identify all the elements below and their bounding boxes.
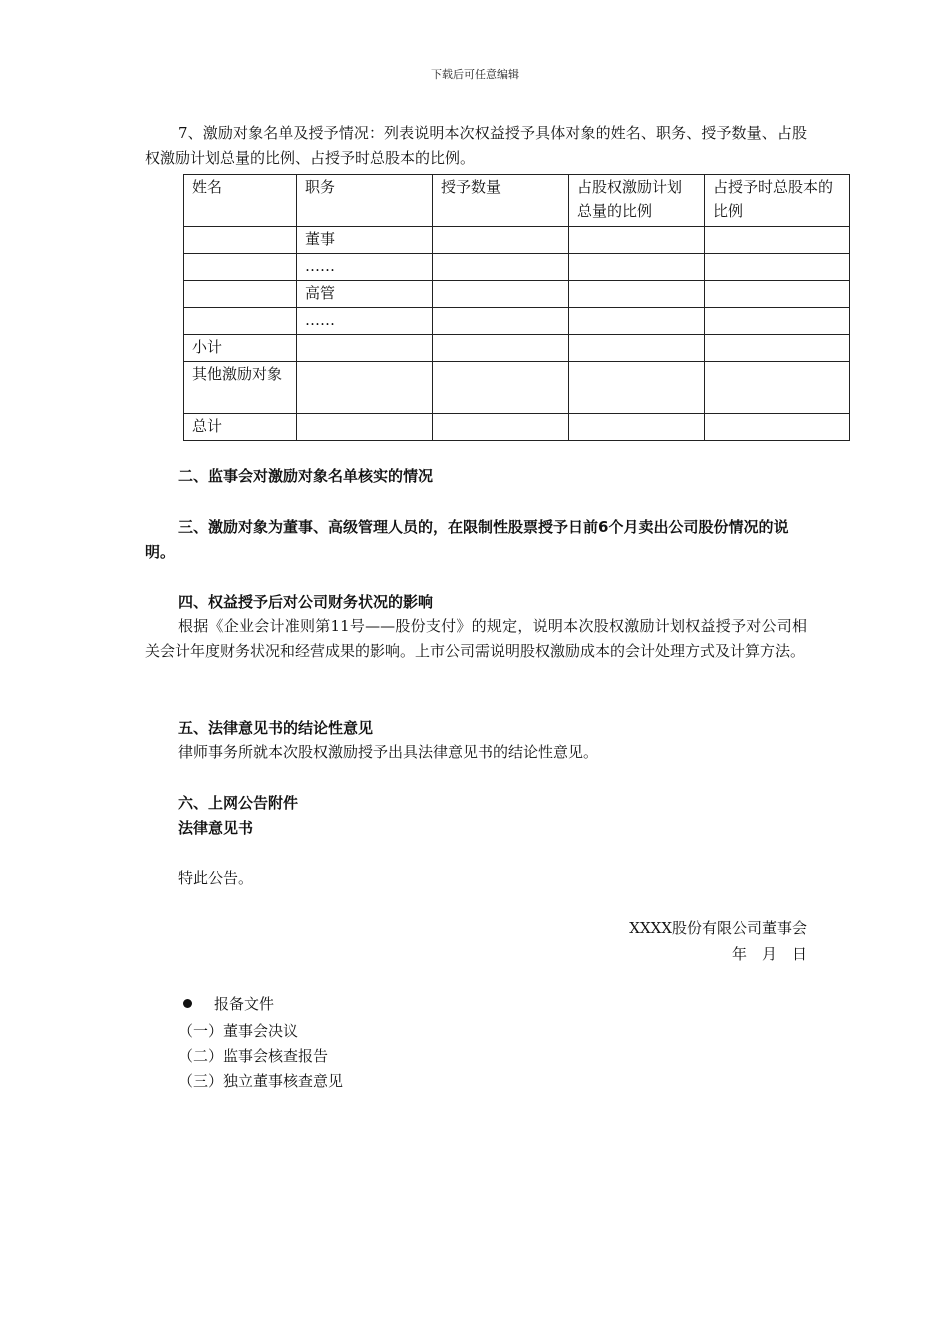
table-cell <box>705 362 850 414</box>
table-header-cell: 占授予时总股本的比例 <box>705 175 850 227</box>
sign-date: 年 月 日 <box>731 945 807 963</box>
table-row <box>184 308 850 335</box>
section-5-body: 律师事务所就本次股权激励授予出具法律意见书的结论性意见。 <box>178 743 599 761</box>
table-cell <box>184 227 297 254</box>
table-cell: 董事 <box>297 227 433 254</box>
table-row <box>184 254 850 281</box>
table-cell <box>705 227 850 254</box>
table-cell <box>569 227 705 254</box>
table-header-cell: 授予数量 <box>433 175 569 227</box>
filing-title: 报备文件 <box>214 995 275 1013</box>
table-cell: 其他激励对象 <box>184 362 297 414</box>
table-cell <box>433 414 569 441</box>
filing-heading <box>183 992 274 1016</box>
section-7-text: 7、激励对象名单及授予情况：列表说明本次权益授予具体对象的姓名、职务、授予数量、占股权激励计划总量的比例、占授予时总股本的比例。 <box>145 124 807 167</box>
section-4-title: 四、权益授予后对公司财务状况的影响 <box>178 593 434 611</box>
table-cell: …… <box>297 308 433 335</box>
header-note: 下载后可任意编辑 <box>431 68 519 81</box>
table-cell <box>433 308 569 335</box>
table-cell <box>569 254 705 281</box>
closing-notice: 特此公告。 <box>178 869 254 887</box>
table-cell <box>705 414 850 441</box>
table-cell <box>705 335 850 362</box>
table-header-cell: 占股权激励计划总量的比例 <box>569 175 705 227</box>
table-cell <box>433 362 569 414</box>
table-header-row <box>184 175 850 227</box>
signer: XXXX股份有限公司董事会 <box>629 919 807 937</box>
table-header-cell: 姓名 <box>184 175 297 227</box>
table-row <box>184 362 850 414</box>
section-6-attachment: 法律意见书 <box>178 819 254 837</box>
table-cell <box>705 254 850 281</box>
section-5-title: 五、法律意见书的结论性意见 <box>178 719 374 737</box>
table-cell <box>569 308 705 335</box>
table-cell: 总计 <box>184 414 297 441</box>
list-item: （三）独立董事核查意见 <box>178 1072 344 1090</box>
list-item: （一）董事会决议 <box>178 1022 299 1040</box>
table-cell <box>184 254 297 281</box>
table-cell <box>433 335 569 362</box>
table-cell <box>297 414 433 441</box>
table-cell <box>569 362 705 414</box>
table-cell <box>705 308 850 335</box>
table-cell <box>297 362 433 414</box>
section-3-title: 三、激励对象为董事、高级管理人员的，在限制性股票授予日前6个月卖出公司股份情况的说明。 <box>145 518 789 561</box>
table-row <box>184 335 850 362</box>
table-cell <box>433 254 569 281</box>
table-cell <box>433 227 569 254</box>
list-item: （二）监事会核查报告 <box>178 1047 329 1065</box>
bullet-icon <box>183 999 192 1008</box>
table-cell: 高管 <box>297 281 433 308</box>
table-cell: …… <box>297 254 433 281</box>
table-cell <box>184 281 297 308</box>
table-cell <box>569 335 705 362</box>
section-2-title: 二、监事会对激励对象名单核实的情况 <box>178 467 434 485</box>
table-cell <box>184 308 297 335</box>
table-cell <box>569 414 705 441</box>
table-cell <box>297 335 433 362</box>
table-header-cell: 职务 <box>297 175 433 227</box>
table-row <box>184 227 850 254</box>
table-cell <box>705 281 850 308</box>
table-row <box>184 281 850 308</box>
table-cell <box>433 281 569 308</box>
table-cell <box>569 281 705 308</box>
table-row <box>184 414 850 441</box>
table-cell: 小计 <box>184 335 297 362</box>
section-4-body: 根据《企业会计准则第11号——股份支付》的规定，说明本次股权激励计划权益授予对公司相关会计年度财务状况和经营成果的影响。上市公司需说明股权激励成本的会计处理方式及计算方法。 <box>145 617 807 660</box>
section-6-title: 六、上网公告附件 <box>178 794 299 812</box>
grant-table <box>183 174 850 441</box>
